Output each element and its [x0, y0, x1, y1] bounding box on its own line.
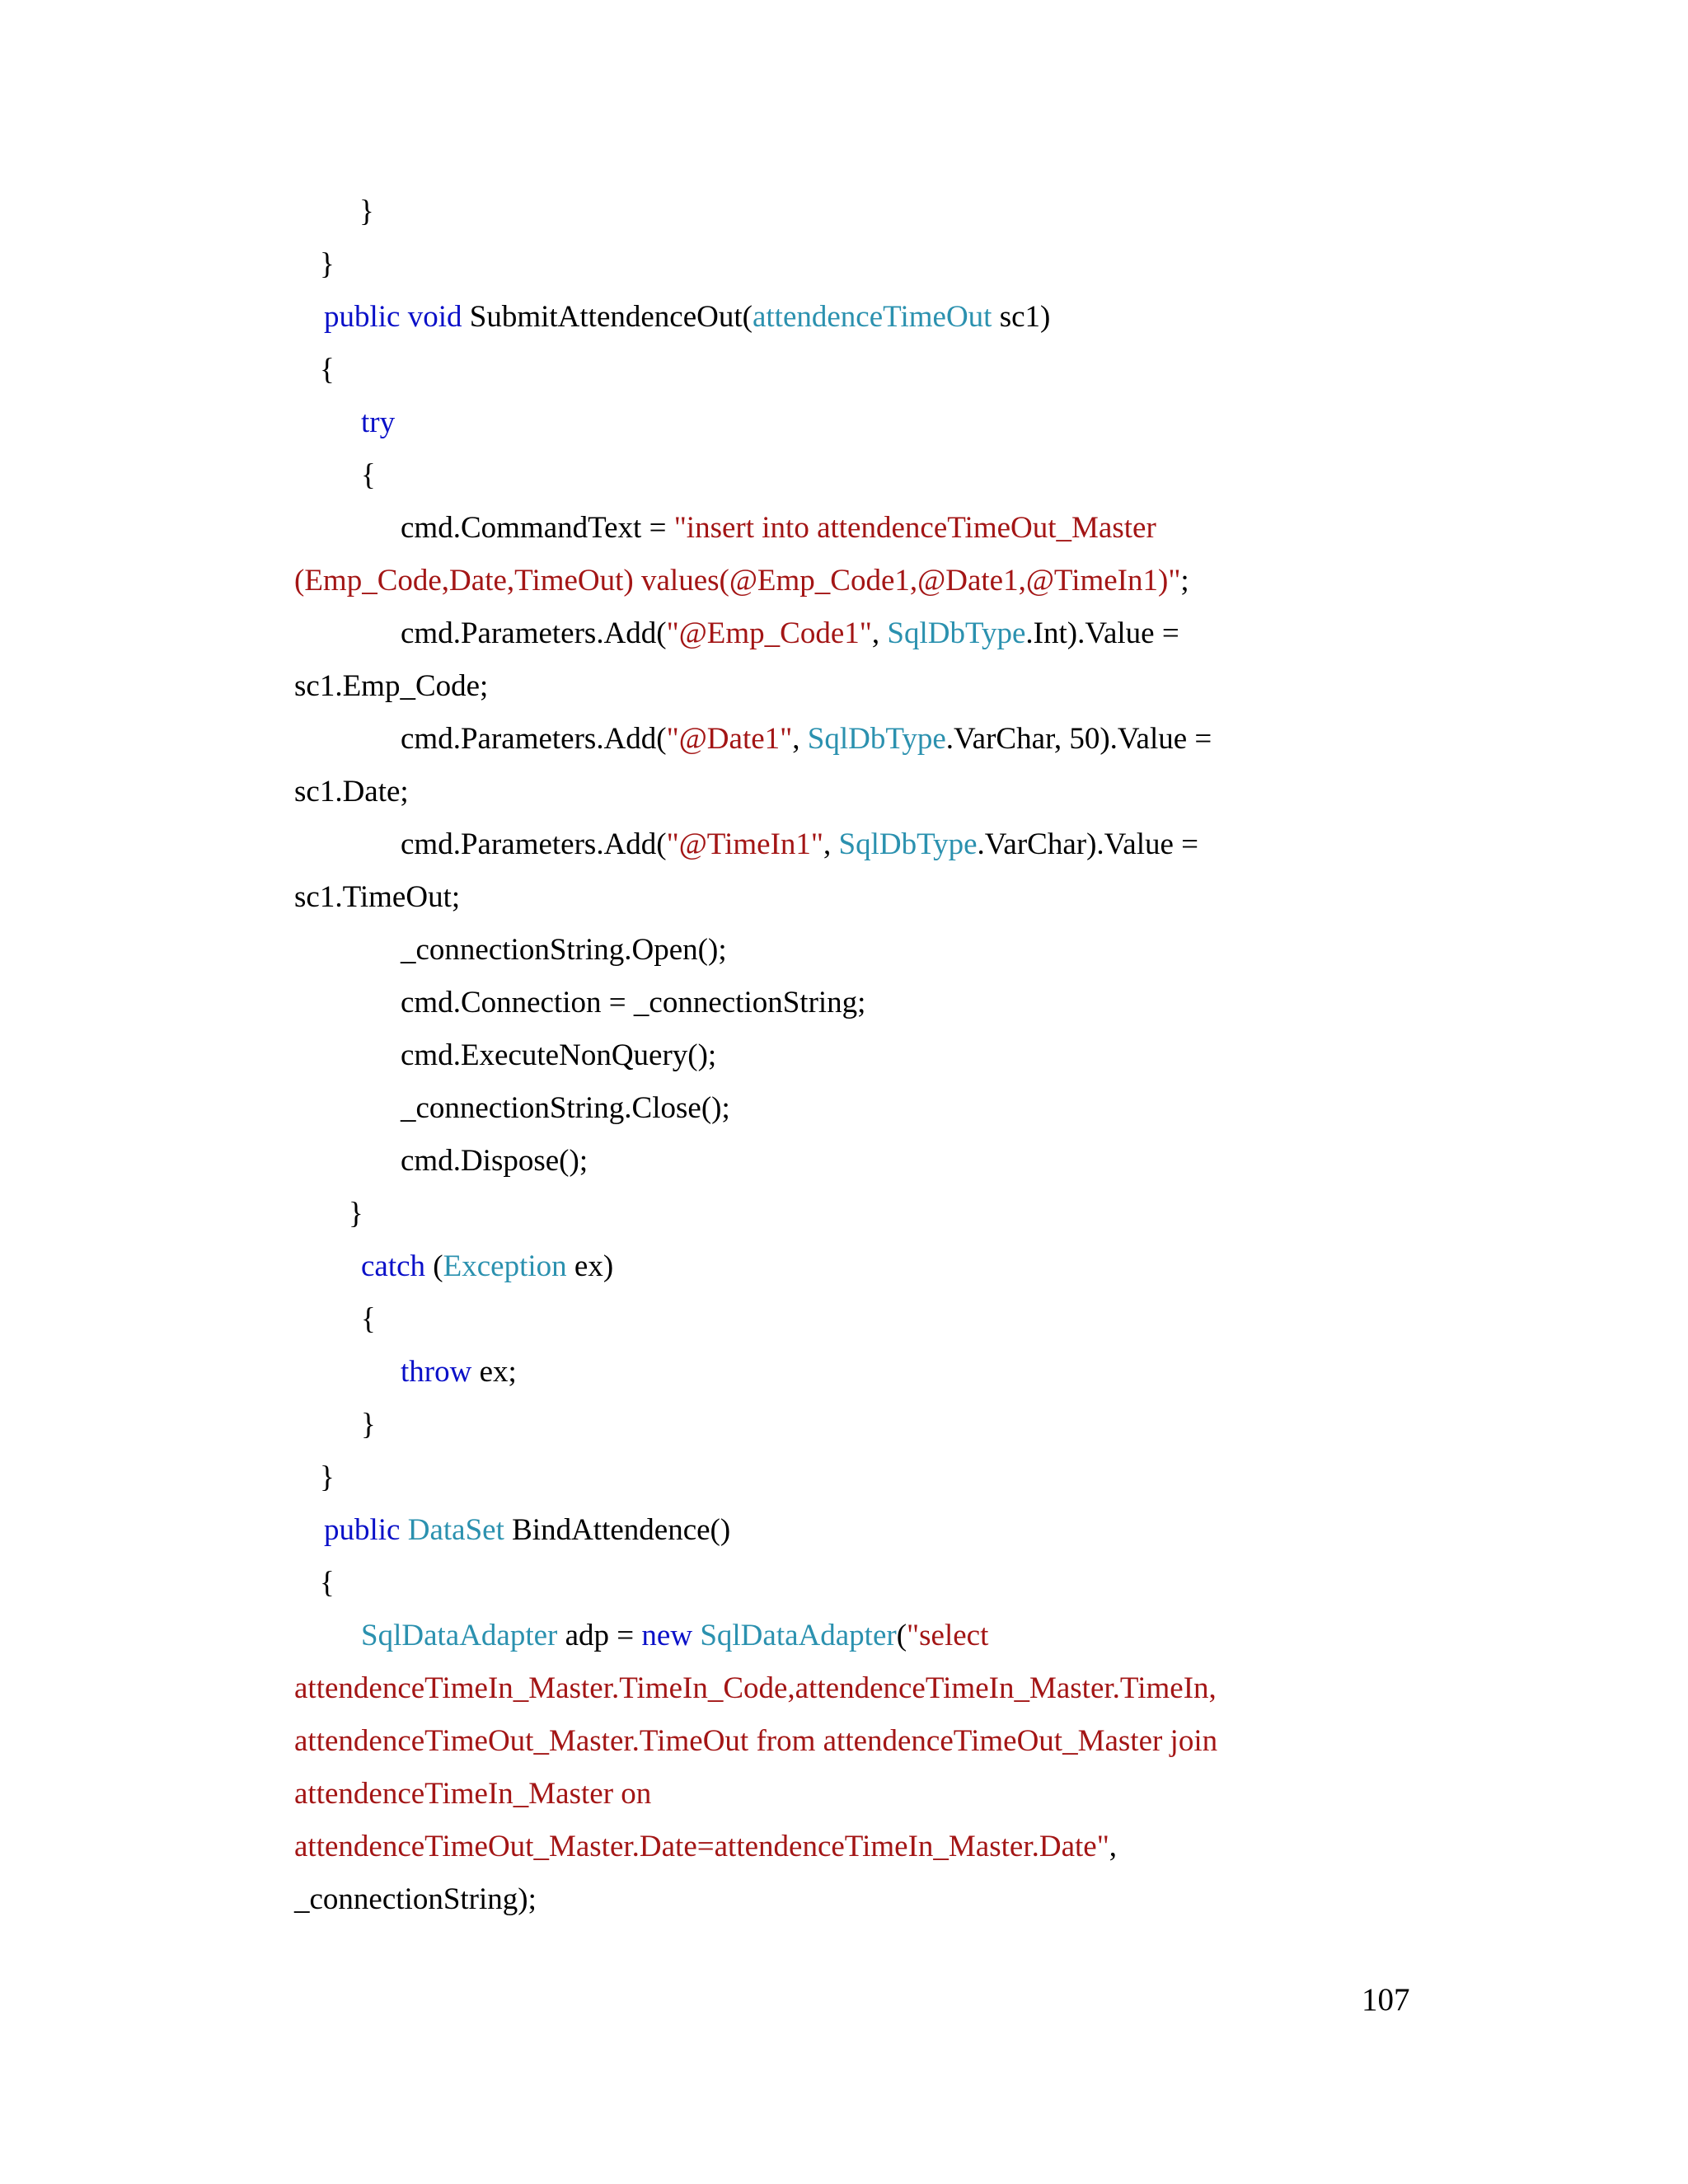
- code-token: cmd.CommandText =: [401, 511, 674, 545]
- code-token: (: [896, 1619, 907, 1652]
- code-line: [294, 1723, 1217, 1760]
- code-token: SqlDataAdapter: [361, 1619, 558, 1652]
- code-token: _connectionString.Close();: [401, 1091, 730, 1125]
- code-line: [401, 1143, 588, 1179]
- code-line: [320, 246, 335, 283]
- code-line: [294, 1829, 1117, 1865]
- code-token: adp =: [557, 1619, 642, 1652]
- code-token: attendenceTimeOut_Master.Date=attendenceTimeIn_Master.Date": [294, 1830, 1109, 1863]
- code-token: catch: [361, 1249, 426, 1283]
- code-token: [692, 1619, 700, 1652]
- code-line: [401, 1038, 716, 1074]
- code-token: SqlDataAdapter: [700, 1619, 897, 1652]
- code-token: SqlDbType: [887, 616, 1026, 650]
- code-token: cmd.ExecuteNonQuery();: [401, 1038, 717, 1072]
- code-token: (Emp_Code,Date,TimeOut) values(@Emp_Code1,@Date1,@TimeIn1)": [294, 564, 1181, 598]
- code-line: [320, 352, 335, 388]
- code-token: attendenceTimeIn_Master.TimeIn_Code,attendenceTimeIn_Master.TimeIn,: [294, 1671, 1217, 1705]
- code-line: [294, 1882, 537, 1918]
- code-token: }: [320, 247, 335, 281]
- code-line: [294, 668, 488, 705]
- code-line: [294, 1671, 1217, 1707]
- code-token: attendenceTimeIn_Master on: [294, 1777, 652, 1811]
- code-line: [349, 1196, 363, 1232]
- code-line: [361, 1618, 988, 1654]
- code-token: _connectionString);: [294, 1882, 537, 1916]
- code-token: public: [324, 1513, 401, 1547]
- code-line: [361, 405, 395, 441]
- code-token: }: [359, 194, 374, 228]
- code-token: {: [361, 458, 376, 492]
- code-line: [324, 1512, 730, 1549]
- code-token: cmd.Parameters.Add(: [401, 827, 667, 861]
- code-token: cmd.Parameters.Add(: [401, 722, 667, 756]
- code-token: sc1.Emp_Code;: [294, 669, 489, 703]
- code-token: try: [361, 405, 396, 439]
- code-token: "@Date1": [666, 722, 793, 756]
- code-line: [401, 932, 727, 968]
- code-token: throw: [401, 1355, 472, 1389]
- code-line: [361, 457, 376, 494]
- code-token: {: [361, 1302, 376, 1336]
- code-token: public void: [324, 300, 462, 334]
- code-line: [294, 879, 460, 916]
- code-line: [361, 1249, 613, 1285]
- code-token: .VarChar).Value =: [977, 827, 1199, 861]
- code-token: "select: [907, 1619, 989, 1652]
- code-line: [320, 1460, 335, 1496]
- code-line: [401, 985, 865, 1021]
- code-line: [294, 563, 1189, 599]
- code-token: cmd.Dispose();: [401, 1144, 588, 1178]
- code-token: SqlDbType: [807, 722, 946, 756]
- code-token: ,: [792, 722, 808, 756]
- code-token: sc1.Date;: [294, 775, 409, 808]
- code-token: SqlDbType: [838, 827, 978, 861]
- code-token: SubmitAttendenceOut(: [462, 300, 753, 334]
- code-line: [401, 1090, 730, 1127]
- code-token: _connectionString.Open();: [401, 933, 727, 967]
- code-token: cmd.Parameters.Add(: [401, 616, 667, 650]
- code-line: [294, 1776, 651, 1812]
- code-line: [401, 827, 1198, 863]
- code-line: [294, 774, 409, 810]
- code-token: (: [425, 1249, 443, 1283]
- code-line: [361, 1301, 376, 1338]
- code-token: }: [361, 1408, 376, 1441]
- code-line: [401, 510, 1156, 546]
- code-token: attendenceTimeOut_Master.TimeOut from attendenceTimeOut_Master join: [294, 1724, 1218, 1758]
- code-token: ex;: [471, 1355, 517, 1389]
- code-token: [400, 1513, 407, 1547]
- code-token: sc1): [992, 300, 1051, 334]
- code-token: ;: [1180, 564, 1189, 598]
- code-token: ,: [1109, 1830, 1118, 1863]
- code-token: ex): [566, 1249, 614, 1283]
- code-line: [320, 1565, 335, 1601]
- page-number: 107: [1362, 1982, 1410, 2018]
- code-line: [401, 721, 1212, 757]
- code-line: [401, 616, 1179, 652]
- code-token: ,: [871, 616, 888, 650]
- code-token: "insert into attendenceTimeOut_Master: [673, 511, 1156, 545]
- code-token: Exception: [443, 1249, 567, 1283]
- code-token: BindAttendence(): [504, 1513, 731, 1547]
- code-token: cmd.Connection = _connectionString;: [401, 986, 866, 1019]
- code-token: .VarChar, 50).Value =: [945, 722, 1212, 756]
- code-token: DataSet: [407, 1513, 504, 1547]
- code-line: [359, 194, 374, 230]
- code-token: new: [641, 1619, 693, 1652]
- code-line: [401, 1354, 517, 1390]
- code-token: .Int).Value =: [1025, 616, 1179, 650]
- code-line: [361, 1407, 376, 1443]
- code-token: "@Emp_Code1": [666, 616, 872, 650]
- code-token: {: [320, 353, 335, 387]
- code-token: }: [349, 1197, 363, 1230]
- code-token: {: [320, 1566, 335, 1600]
- code-token: attendenceTimeOut: [752, 300, 992, 334]
- code-token: }: [320, 1460, 335, 1494]
- code-line: [324, 299, 1050, 335]
- code-token: sc1.TimeOut;: [294, 880, 461, 914]
- code-token: ,: [823, 827, 839, 861]
- code-token: "@TimeIn1": [666, 827, 824, 861]
